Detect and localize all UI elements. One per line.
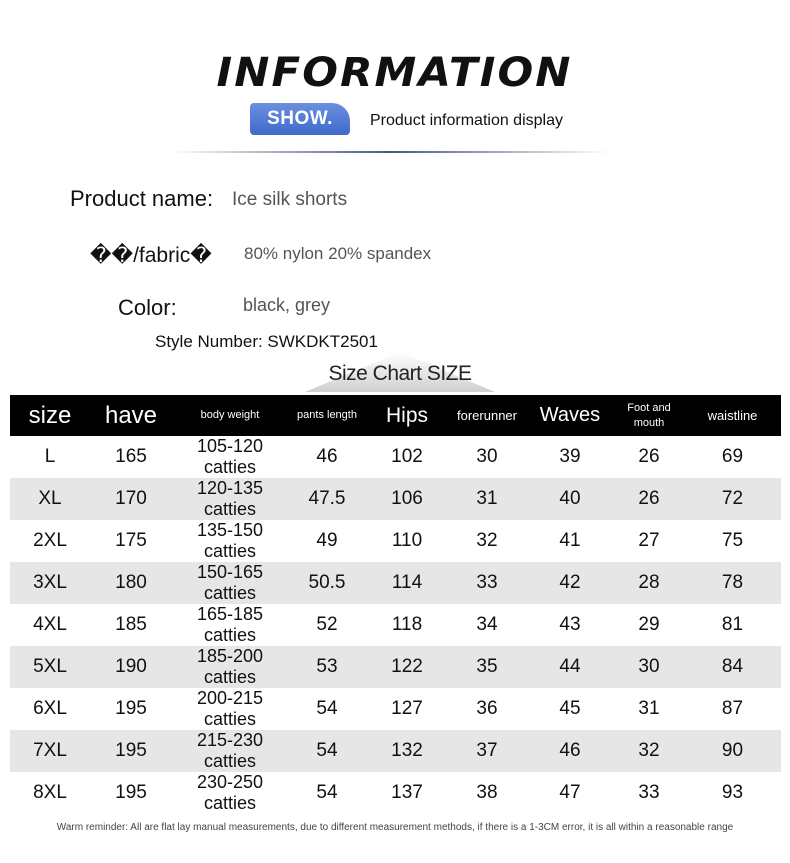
cell-waistline: 75 bbox=[721, 530, 744, 551]
cell-have: 170 bbox=[90, 478, 172, 520]
cell-have: 195 bbox=[90, 730, 172, 772]
cell-forerunner: 31 bbox=[448, 478, 526, 520]
cell-body-weight: 230-250 catties bbox=[196, 772, 264, 813]
table-row bbox=[10, 646, 781, 688]
cell-hips: 102 bbox=[391, 446, 423, 467]
cell-foot-and-mouth: 32 bbox=[614, 730, 684, 772]
cell-hips: 132 bbox=[366, 730, 448, 772]
cell-size: 4XL bbox=[33, 614, 67, 635]
cell-forerunner: 32 bbox=[476, 530, 498, 551]
cell-body-weight: 135-150 catties bbox=[196, 520, 264, 561]
cell-waves: 47 bbox=[559, 782, 581, 803]
cell-size: 7XL bbox=[10, 730, 90, 772]
cell-have: 195 bbox=[115, 782, 147, 803]
cell-waves: 45 bbox=[559, 698, 581, 719]
cell-forerunner: 30 bbox=[476, 446, 498, 467]
product-name-label: Product name: bbox=[70, 186, 214, 211]
cell-forerunner: 38 bbox=[476, 782, 498, 803]
col-header-forerunner: forerunner bbox=[448, 395, 526, 436]
table-header-row bbox=[10, 395, 781, 436]
page-title: INFORMATION bbox=[216, 50, 574, 96]
warm-reminder: Warm reminder: All are flat lay manual measurements, due to different measurement methods, if there is a 1-3CM error, it is all within a reasonable range bbox=[56, 822, 734, 833]
cell-body-weight: 105-120 catties bbox=[196, 436, 264, 477]
col-header-hips: Hips bbox=[366, 395, 448, 436]
col-header-pants-length: pants length bbox=[288, 395, 366, 436]
page-subtitle: Product information display bbox=[370, 112, 563, 129]
table-row bbox=[10, 478, 781, 520]
cell-forerunner: 33 bbox=[448, 562, 526, 604]
cell-foot-and-mouth: 26 bbox=[638, 446, 660, 467]
cell-waistline: 84 bbox=[684, 646, 781, 688]
cell-hips: 118 bbox=[391, 614, 423, 635]
cell-pants-length: 52 bbox=[316, 614, 338, 635]
table-row bbox=[10, 772, 781, 814]
style-number: Style Number: SWKDKT2501 bbox=[155, 332, 378, 351]
cell-waves: 46 bbox=[526, 730, 614, 772]
cell-size: 5XL bbox=[10, 646, 90, 688]
col-header-waistline: waistline bbox=[684, 395, 781, 436]
cell-foot-and-mouth: 29 bbox=[638, 614, 660, 635]
cell-body-weight: 165-185 catties bbox=[196, 604, 264, 645]
col-header-size: size bbox=[10, 395, 90, 436]
cell-waves: 40 bbox=[526, 478, 614, 520]
cell-size: 2XL bbox=[33, 530, 67, 551]
cell-waistline: 69 bbox=[721, 446, 744, 467]
table-row bbox=[10, 688, 781, 730]
cell-waistline: 93 bbox=[721, 782, 744, 803]
cell-pants-length: 49 bbox=[316, 530, 338, 551]
divider bbox=[170, 151, 610, 153]
table-row bbox=[10, 604, 781, 646]
cell-waistline: 81 bbox=[721, 614, 744, 635]
cell-have: 180 bbox=[90, 562, 172, 604]
cell-hips: 110 bbox=[391, 530, 423, 551]
cell-waistline: 78 bbox=[684, 562, 781, 604]
table-row bbox=[10, 562, 781, 604]
col-header-waves: Waves bbox=[526, 395, 614, 436]
cell-size: 6XL bbox=[33, 698, 67, 719]
cell-waves: 43 bbox=[559, 614, 581, 635]
cell-waistline: 87 bbox=[721, 698, 744, 719]
cell-hips: 106 bbox=[366, 478, 448, 520]
cell-foot-and-mouth: 27 bbox=[638, 530, 660, 551]
color-value: black, grey bbox=[243, 295, 331, 315]
cell-body-weight: 215-230 catties bbox=[172, 730, 288, 772]
table-row bbox=[10, 520, 781, 562]
cell-body-weight: 185-200 catties bbox=[172, 646, 288, 688]
cell-hips: 122 bbox=[366, 646, 448, 688]
cell-body-weight: 120-135 catties bbox=[172, 478, 288, 520]
cell-waistline: 90 bbox=[684, 730, 781, 772]
table-row bbox=[10, 730, 781, 772]
cell-foot-and-mouth: 30 bbox=[614, 646, 684, 688]
cell-hips: 114 bbox=[366, 562, 448, 604]
cell-have: 185 bbox=[115, 614, 147, 635]
cell-pants-length: 54 bbox=[316, 782, 338, 803]
table-body bbox=[10, 436, 781, 814]
cell-body-weight: 150-165 catties bbox=[172, 562, 288, 604]
cell-foot-and-mouth: 33 bbox=[638, 782, 660, 803]
cell-waves: 39 bbox=[559, 446, 581, 467]
product-name-value: Ice silk shorts bbox=[232, 189, 348, 210]
cell-pants-length: 53 bbox=[288, 646, 366, 688]
cell-size: 8XL bbox=[33, 782, 67, 803]
size-chart-title: Size Chart SIZE bbox=[328, 362, 472, 385]
cell-pants-length: 46 bbox=[316, 446, 338, 467]
table-row bbox=[10, 436, 781, 478]
cell-body-weight: 200-215 catties bbox=[196, 688, 264, 729]
cell-pants-length: 54 bbox=[288, 730, 366, 772]
cell-hips: 137 bbox=[391, 782, 423, 803]
cell-have: 190 bbox=[90, 646, 172, 688]
cell-forerunner: 34 bbox=[476, 614, 498, 635]
cell-have: 195 bbox=[115, 698, 147, 719]
color-label: Color: bbox=[118, 295, 177, 320]
cell-size: 3XL bbox=[10, 562, 90, 604]
cell-pants-length: 47.5 bbox=[288, 478, 366, 520]
cell-waves: 44 bbox=[526, 646, 614, 688]
cell-pants-length: 54 bbox=[316, 698, 338, 719]
cell-have: 165 bbox=[115, 446, 147, 467]
cell-pants-length: 50.5 bbox=[288, 562, 366, 604]
cell-have: 175 bbox=[115, 530, 147, 551]
cell-forerunner: 36 bbox=[476, 698, 498, 719]
col-header-have: have bbox=[90, 395, 172, 436]
cell-forerunner: 37 bbox=[448, 730, 526, 772]
cell-foot-and-mouth: 28 bbox=[614, 562, 684, 604]
col-header-foot-and-mouth: Foot and mouth bbox=[614, 395, 684, 436]
cell-waves: 42 bbox=[526, 562, 614, 604]
size-chart-table bbox=[10, 395, 781, 814]
fabric-value: 80% nylon 20% spandex bbox=[244, 244, 432, 263]
fabric-label: ��/fabric� bbox=[90, 244, 212, 267]
cell-waistline: 72 bbox=[684, 478, 781, 520]
cell-size: XL bbox=[10, 478, 90, 520]
show-badge: SHOW. bbox=[250, 103, 350, 135]
cell-size: L bbox=[44, 446, 56, 467]
cell-foot-and-mouth: 31 bbox=[638, 698, 660, 719]
col-header-body-weight: body weight bbox=[172, 395, 288, 436]
headline bbox=[0, 50, 790, 96]
cell-forerunner: 35 bbox=[448, 646, 526, 688]
cell-waves: 41 bbox=[559, 530, 581, 551]
cell-foot-and-mouth: 26 bbox=[614, 478, 684, 520]
cell-hips: 127 bbox=[391, 698, 423, 719]
